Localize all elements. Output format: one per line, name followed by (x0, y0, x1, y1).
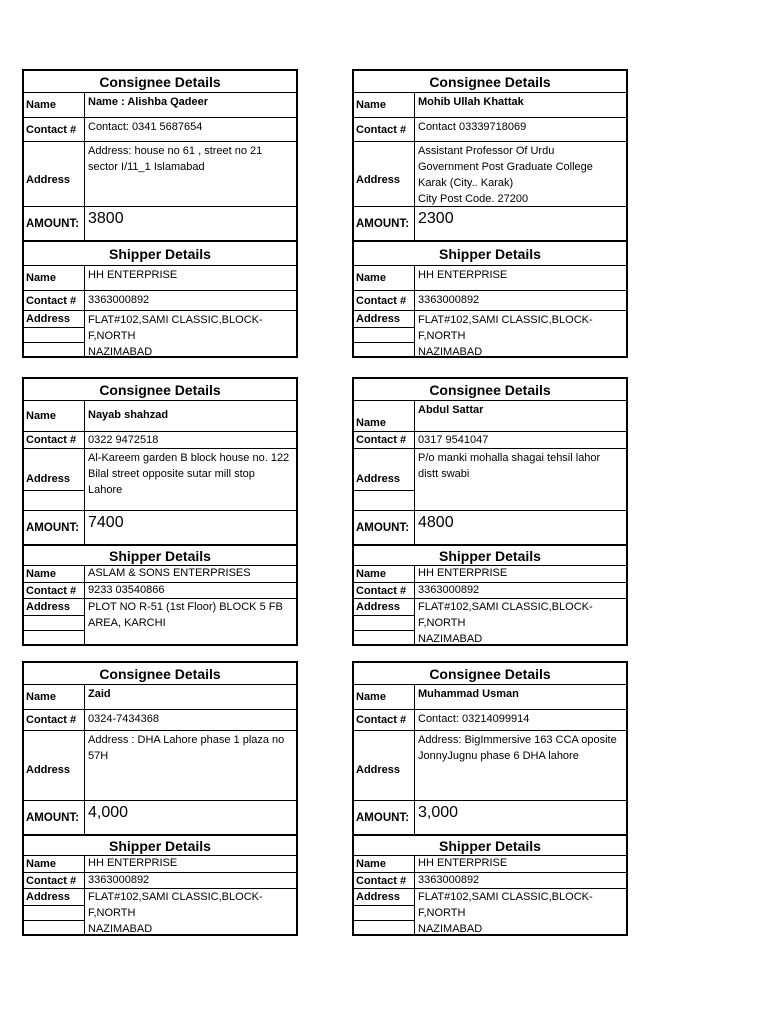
shipper-address-label: Address (24, 311, 84, 328)
shipper-name: HH ENTERPRISE (88, 269, 178, 281)
shipper-contact: 9233 03540866 (88, 584, 165, 596)
consignee-name: Zaid (88, 688, 111, 700)
amount-value: 4800 (418, 514, 454, 531)
consignee-name-label: Name (24, 93, 85, 117)
consignee-contact-label: Contact # (354, 432, 415, 448)
consignee-contact: Contact: 0341 5687654 (88, 121, 203, 133)
amount-label: AMOUNT: (24, 511, 85, 544)
shipper-name-label: Name (354, 266, 415, 290)
blank-cell (354, 342, 414, 357)
shipper-details-header: Shipper Details (354, 240, 626, 266)
consignee-contact-label: Contact # (24, 432, 85, 448)
shipper-address: FLAT#102,SAMI CLASSIC,BLOCK-F,NORTH NAZIMABAD (418, 891, 593, 935)
shipper-details-header: Shipper Details (24, 240, 296, 266)
blank-cell (24, 630, 84, 645)
shipper-contact-label: Contact # (354, 291, 415, 310)
consignee-name: Name : Alishba Qadeer (88, 96, 209, 108)
blank-cell (354, 328, 414, 342)
consignee-address: Address : DHA Lahore phase 1 plaza no 57H (88, 734, 285, 762)
consignee-address-label: Address (354, 731, 415, 800)
shipper-contact-label: Contact # (24, 583, 85, 598)
shipper-name-label: Name (24, 266, 85, 290)
amount-value: 3800 (88, 210, 124, 227)
shipping-label-card (22, 69, 298, 358)
amount-label: AMOUNT: (24, 801, 85, 834)
consignee-contact: Contact 03339718069 (418, 121, 527, 133)
blank-cell (354, 616, 414, 630)
shipper-contact: 3363000892 (418, 294, 480, 306)
shipper-name-label: Name (354, 856, 415, 872)
consignee-address: Assistant Professor Of Urdu Government Post Graduate College Karak (City.. Karak) City Post Code. 27200 (418, 145, 593, 205)
blank-cell (24, 906, 84, 920)
shipping-label-card (352, 377, 628, 646)
shipper-address-label: Address (354, 311, 414, 328)
amount-label: AMOUNT: (354, 511, 415, 544)
shipper-contact-label: Contact # (354, 583, 415, 598)
consignee-address: Al-Kareem garden B block house no. 122 Bilal street opposite sutar mill stop Lahore (88, 452, 290, 496)
shipper-contact: 3363000892 (418, 584, 480, 596)
consignee-contact-label: Contact # (354, 118, 415, 141)
consignee-contact: 0322 9472518 (88, 434, 159, 446)
consignee-address-label: Address (24, 731, 85, 800)
shipper-name-label: Name (354, 566, 415, 582)
shipping-label-card (22, 661, 298, 936)
shipper-address-label: Address (24, 889, 84, 906)
shipper-details-header: Shipper Details (354, 834, 626, 856)
consignee-details-header: Consignee Details (24, 379, 296, 401)
shipper-details-header: Shipper Details (24, 834, 296, 856)
blank-cell (24, 328, 84, 342)
shipper-address: FLAT#102,SAMI CLASSIC,BLOCK-F,NORTH NAZIMABAD (88, 891, 263, 935)
blank-cell (354, 920, 414, 935)
shipper-name: HH ENTERPRISE (418, 567, 508, 579)
shipper-name: ASLAM & SONS ENTERPRISES (88, 567, 251, 579)
shipper-contact: 3363000892 (88, 874, 150, 886)
shipping-label-card (22, 377, 298, 646)
consignee-contact-label: Contact # (24, 118, 85, 141)
consignee-name-label: Name (354, 93, 415, 117)
shipper-details-header: Shipper Details (354, 544, 626, 566)
shipper-address-label: Address (354, 599, 414, 616)
blank-cell (24, 342, 84, 357)
blank-cell (24, 616, 84, 630)
amount-value: 4,000 (88, 804, 129, 821)
shipper-name-label: Name (24, 856, 85, 872)
consignee-address: Address: house no 61 , street no 21 sector I/11_1 Islamabad (88, 145, 263, 173)
consignee-address-label: Address (354, 468, 414, 491)
consignee-address-label: Address (24, 468, 84, 491)
consignee-details-header: Consignee Details (24, 663, 296, 685)
consignee-address-label: Address (354, 142, 415, 206)
blank-cell (24, 920, 84, 935)
consignee-contact: 0324-7434368 (88, 713, 159, 725)
shipper-address: FLAT#102,SAMI CLASSIC,BLOCK-F,NORTH NAZIMABAD (88, 314, 263, 358)
shipping-label-card (352, 661, 628, 936)
shipper-address: PLOT NO R-51 (1st Floor) BLOCK 5 FB AREA, KARCHI (88, 601, 283, 629)
consignee-name-label: Name (354, 685, 415, 709)
consignee-contact: 0317 9541047 (418, 434, 489, 446)
shipper-address: FLAT#102,SAMI CLASSIC,BLOCK-F,NORTH NAZIMABAD (418, 601, 593, 645)
blank-cell (354, 630, 414, 645)
shipping-label-card (352, 69, 628, 358)
shipper-address-label: Address (24, 599, 84, 616)
consignee-name-label: Name (24, 401, 85, 431)
consignee-contact-label: Contact # (24, 710, 85, 730)
consignee-contact: Contact: 03214099914 (418, 713, 530, 725)
consignee-address: P/o manki mohalla shagai tehsil lahor distt swabi (418, 452, 601, 480)
consignee-contact-label: Contact # (354, 710, 415, 730)
amount-label: AMOUNT: (354, 207, 415, 240)
shipper-name: HH ENTERPRISE (418, 857, 508, 869)
consignee-name: Mohib Ullah Khattak (418, 96, 524, 108)
shipper-name: HH ENTERPRISE (418, 269, 508, 281)
consignee-name: Muhammad Usman (418, 688, 519, 700)
consignee-name-label: Name (354, 401, 415, 431)
shipper-contact: 3363000892 (88, 294, 150, 306)
consignee-details-header: Consignee Details (354, 663, 626, 685)
amount-value: 7400 (88, 514, 124, 531)
consignee-details-header: Consignee Details (24, 71, 296, 93)
shipper-contact-label: Contact # (24, 291, 85, 310)
shipper-contact: 3363000892 (418, 874, 480, 886)
consignee-details-header: Consignee Details (354, 379, 626, 401)
shipper-contact-label: Contact # (24, 873, 85, 888)
consignee-name-label: Name (24, 685, 85, 709)
amount-label: AMOUNT: (24, 207, 85, 240)
amount-value: 3,000 (418, 804, 459, 821)
shipper-name-label: Name (24, 566, 85, 582)
consignee-name: Abdul Sattar (418, 404, 484, 416)
shipper-contact-label: Contact # (354, 873, 415, 888)
consignee-address: Address: BigImmersive 163 CCA oposite JonnyJugnu phase 6 DHA lahore (418, 734, 617, 762)
amount-value: 2300 (418, 210, 454, 227)
shipper-details-header: Shipper Details (24, 544, 296, 566)
consignee-name: Nayab shahzad (88, 409, 169, 421)
consignee-address-label: Address (24, 142, 85, 206)
blank-cell (354, 906, 414, 920)
consignee-details-header: Consignee Details (354, 71, 626, 93)
shipper-address: FLAT#102,SAMI CLASSIC,BLOCK-F,NORTH NAZIMABAD (418, 314, 593, 358)
shipper-name: HH ENTERPRISE (88, 857, 178, 869)
shipper-address-label: Address (354, 889, 414, 906)
amount-label: AMOUNT: (354, 801, 415, 834)
